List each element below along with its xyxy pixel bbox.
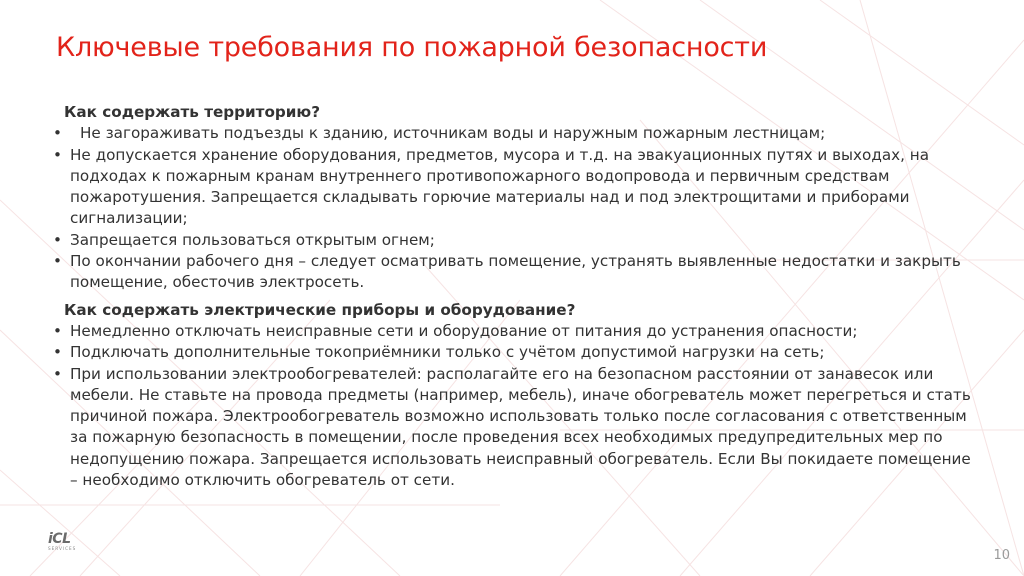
bullet-icon: •: [53, 364, 62, 383]
list-item: • Подключать дополнительные токоприёмники только с учётом допустимой нагрузки на сеть;: [52, 342, 972, 363]
page-number: 10: [993, 548, 1010, 563]
logo-mark: iCL: [48, 531, 71, 547]
logo-subtitle: SERVICES: [48, 546, 77, 551]
bullet-icon: •: [53, 252, 62, 271]
bullet-icon: •: [53, 124, 62, 143]
section-electrical: [52, 300, 972, 492]
slide-content: [52, 102, 972, 491]
list-item: • Немедленно отключать неисправные сети и оборудование от питания до устранения опасности;: [52, 321, 972, 342]
slide-title: Ключевые требования по пожарной безопасности: [56, 32, 768, 63]
list-item: • При использовании электрообогревателей: располагайте его на безопасном расстоянии от занавесок или мебели. Не ставьте на провода предметы (например, мебель), иначе обогреватель может перегреться и стать причиной пожара. Электрообогреватель возможно использовать только после согласования с ответственным за пожарную безопасность в помещении, после проведения всех необходимых предупредительных мер по недопущению пожара. Запрещается использовать неисправный обогреватель. Если Вы покидаете помещение – необходимо отключить обогреватель от сети.: [53, 364, 971, 490]
bullet-list: [52, 123, 972, 293]
section-heading: Как содержать территорию?: [64, 103, 320, 121]
section-heading: Как содержать электрические приборы и оборудование?: [64, 300, 576, 319]
list-item: • По окончании рабочего дня – следует осматривать помещение, устранять выявленные недостатки и закрыть помещение, обесточив электросеть.: [53, 252, 961, 292]
bullet-icon: •: [53, 145, 62, 164]
bullet-list: [52, 321, 972, 491]
list-item: • Запрещается пользоваться открытым огнем;: [52, 230, 972, 251]
company-logo: [48, 532, 88, 560]
section-territory: [52, 102, 972, 294]
bullet-icon: •: [53, 230, 62, 249]
bullet-icon: •: [53, 321, 62, 340]
bullet-icon: •: [53, 343, 62, 362]
list-item: • Не допускается хранение оборудования, предметов, мусора и т.д. на эвакуационных путях и выходах, на подходах к пожарным кранам внутреннего противопожарного водопровода и первичным средствам пожаротушения. Запрещается складывать горючие материалы над и под электрощитами и приборами сигнализации;: [53, 145, 930, 228]
list-item: • Не загораживать подъезды к зданию, источникам воды и наружным пожарным лестницам;: [52, 123, 972, 144]
